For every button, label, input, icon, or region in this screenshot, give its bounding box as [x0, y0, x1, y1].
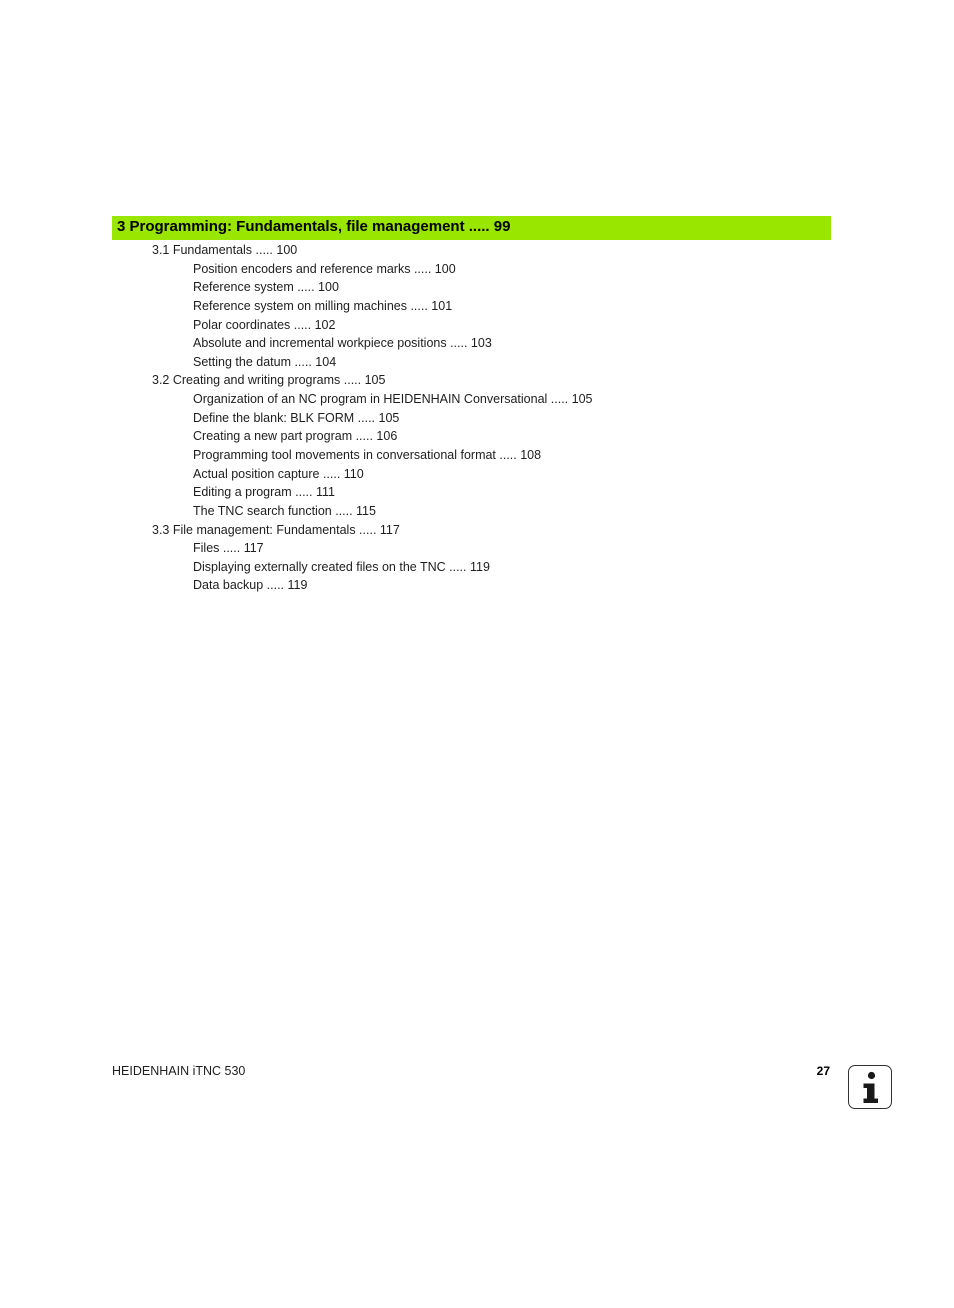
toc-entry[interactable]: Define the blank: BLK FORM ..... 105 — [193, 411, 400, 425]
toc-section[interactable]: 3.2 Creating and writing programs ..... 105 — [152, 373, 386, 387]
toc-entry[interactable]: Displaying externally created files on the TNC ..... 119 — [193, 560, 490, 574]
toc-entry[interactable]: The TNC search function ..... 115 — [193, 504, 376, 518]
page-number: 27 — [816, 1064, 830, 1078]
toc-entry[interactable]: Polar coordinates ..... 102 — [193, 318, 336, 332]
toc-entry[interactable]: Editing a program ..... 111 — [193, 485, 335, 499]
toc-entry[interactable]: Files ..... 117 — [193, 541, 264, 555]
toc-section[interactable]: 3.1 Fundamentals ..... 100 — [152, 243, 298, 257]
info-icon — [848, 1065, 892, 1109]
toc-entry[interactable]: Setting the datum ..... 104 — [193, 355, 337, 369]
toc-entry[interactable]: Data backup ..... 119 — [193, 578, 308, 592]
toc-entry[interactable]: Creating a new part program ..... 106 — [193, 429, 398, 443]
toc-entry[interactable]: Absolute and incremental workpiece positions ..... 103 — [193, 336, 492, 350]
footer-product-name: HEIDENHAIN iTNC 530 — [112, 1064, 246, 1078]
chapter-heading: 3 Programming: Fundamentals, file management ..... 99 — [112, 216, 831, 240]
toc-entry[interactable]: Reference system on milling machines ..... 101 — [193, 299, 453, 313]
toc-entry[interactable]: Organization of an NC program in HEIDENHAIN Conversational ..... 105 — [193, 392, 593, 406]
toc-entry[interactable]: Reference system ..... 100 — [193, 280, 339, 294]
toc-section[interactable]: 3.3 File management: Fundamentals ..... 117 — [152, 523, 400, 537]
toc-entry[interactable]: Programming tool movements in conversational format ..... 108 — [193, 448, 542, 462]
toc-entry[interactable]: Actual position capture ..... 110 — [193, 467, 364, 481]
toc-entry[interactable]: Position encoders and reference marks ..... 100 — [193, 262, 456, 276]
